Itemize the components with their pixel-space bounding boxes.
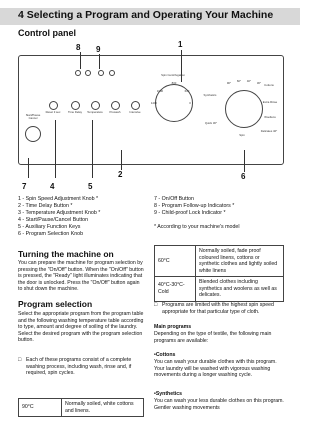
program-selection-note: Each of these programs consist of a complete washing process, including wash, rinse and, if required, spin cycles. xyxy=(26,357,132,377)
legend-item: 3 - Temperature Adjustment Knob * xyxy=(18,210,101,216)
reset-button[interactable] xyxy=(49,101,58,110)
program-label: Quick 30° xyxy=(204,121,218,125)
speed-mark: 800 xyxy=(171,81,177,85)
leader-line xyxy=(28,158,29,178)
callout-8: 8 xyxy=(76,43,81,52)
legend-item: 9 - Child-proof Lock Indicator * xyxy=(154,210,226,216)
section-title: 4 Selecting a Program and Operating Your Machine xyxy=(18,9,274,21)
temp-cell: 90°C xyxy=(19,399,62,417)
table-row xyxy=(19,399,144,417)
temp-mark: 60° xyxy=(236,79,242,83)
temp-mark: 30° xyxy=(256,81,262,85)
temp-cell: 60°C xyxy=(155,246,196,277)
leader-line xyxy=(92,120,93,178)
time-delay-label: Time Delay xyxy=(67,110,83,114)
legend-item: 7 - On/Off Button xyxy=(154,196,194,202)
program-selection-knob[interactable] xyxy=(225,90,263,128)
program-indicator-light xyxy=(109,70,115,76)
child-lock-indicator xyxy=(98,70,104,76)
prewash-label: Prewash xyxy=(109,110,121,114)
callout-9: 9 xyxy=(96,45,101,54)
intensive-label: Intensive xyxy=(129,110,141,114)
program-selection-body: Select the appropriate program from the program table and the following washing temperature table according to type, amount and degree of soiling of the laundry. Select the desired program with the program selection button. xyxy=(18,311,144,344)
start-label: Start/Pause Cancel xyxy=(25,113,41,120)
legend-item: 8 - Program Follow-up Indicators * xyxy=(154,203,235,209)
desc-cell: Normally soiled, fade proof coloured linens, cottons or synthetic clothes and lightly soiled white linens xyxy=(196,246,284,277)
callout-4: 4 xyxy=(50,182,55,191)
synthetics-body: You can wash your less durable clothes on this program. Gentler washing movements xyxy=(154,398,284,411)
legend-item: 1 - Spin Speed Adjustment Knob * xyxy=(18,196,99,202)
temperature-label: Temperature xyxy=(87,110,103,114)
main-programs-intro: Depending on the type of textile, the following main programs are available: xyxy=(154,331,272,344)
callout-2: 2 xyxy=(118,170,123,179)
leader-line xyxy=(80,52,81,69)
spin-limit-note: Programs are limited with the highest spin speed appropriate for that particular type of cloth. xyxy=(162,302,274,315)
temp-mark: 90° xyxy=(226,81,232,85)
cottons-body: You can wash your durable clothes with this program. Your laundry will be washed with vigorous washing movements during a longer washing cycle. xyxy=(154,359,277,379)
desc-cell: Blended clothes including synthetics and woolens as well as delicates. xyxy=(196,277,284,302)
leader-line xyxy=(55,120,56,178)
table-row xyxy=(155,277,284,302)
note-icon: □ xyxy=(154,302,158,308)
program-label: Cottons xyxy=(264,83,274,87)
desc-cell: Normally soiled, white cottons and linens. xyxy=(62,399,144,417)
turning-on-body: You can prepare the machine for program selection by pressing the "On/Off" button. When the "On/Off" button is pressed, the "Ready" light illuminates indicating that the door is unlocked. Press the "On/Off" button again to shut down the machine. xyxy=(18,260,144,293)
temperature-button[interactable] xyxy=(91,101,100,110)
prewash-button[interactable] xyxy=(111,101,120,110)
program-label: Delicates 40° xyxy=(260,129,278,133)
control-panel-diagram xyxy=(18,55,284,165)
legend-right xyxy=(154,196,284,231)
callout-5: 5 xyxy=(88,182,93,191)
reset-label: Reset 3 sec xyxy=(45,110,61,114)
program-indicator-light xyxy=(85,70,91,76)
program-label: Synthetics xyxy=(203,93,217,97)
note-icon: □ xyxy=(18,357,22,363)
section-header xyxy=(0,8,300,25)
control-panel-title: Control panel xyxy=(18,28,76,38)
intensive-button[interactable] xyxy=(131,101,140,110)
speed-mark: 1400 xyxy=(150,101,158,105)
speed-mark: 1000 xyxy=(156,89,164,93)
speed-mark: 0 xyxy=(189,101,191,105)
main-programs-heading: Main programs xyxy=(154,324,192,330)
speed-mark: 600 xyxy=(184,89,190,93)
legend-item: 4 - Start/Pause/Cancel Button xyxy=(18,217,89,223)
synthetics-title: •Synthetics xyxy=(154,391,183,397)
leader-line xyxy=(244,150,245,172)
callout-7: 7 xyxy=(22,182,27,191)
leader-line xyxy=(99,54,100,69)
program-label: Extra Rinse xyxy=(262,100,278,104)
legend-item: 6 - Program Selection Knob xyxy=(18,231,84,237)
time-delay-button[interactable] xyxy=(71,101,80,110)
legend-footnote: * According to your machine's model xyxy=(154,224,240,230)
temperature-table-left xyxy=(18,398,144,417)
legend-item: 5 - Auxiliary Function Keys xyxy=(18,224,81,230)
legend-item xyxy=(154,217,284,224)
program-indicator-light xyxy=(75,70,81,76)
legend-left xyxy=(18,196,148,238)
table-row xyxy=(155,246,284,277)
program-selection-heading: Program selection xyxy=(18,299,93,309)
temperature-table-right xyxy=(154,245,284,302)
temp-mark: 40° xyxy=(246,79,252,83)
callout-6: 6 xyxy=(241,172,246,181)
spin-label: Spin Centrifugation xyxy=(161,73,185,77)
program-label: Woollens xyxy=(264,115,276,119)
program-label: Spin xyxy=(239,133,245,137)
cottons-title: •Cottons xyxy=(154,352,176,358)
callout-1: 1 xyxy=(178,40,183,49)
turning-on-heading: Turning the machine on xyxy=(18,249,114,259)
leader-line xyxy=(181,50,182,82)
legend-item: 2 - Time Delay Button * xyxy=(18,203,73,209)
temp-cell: 40°C-30°C-Cold xyxy=(155,277,196,302)
leader-line xyxy=(121,150,122,170)
start-pause-button[interactable] xyxy=(25,126,41,142)
